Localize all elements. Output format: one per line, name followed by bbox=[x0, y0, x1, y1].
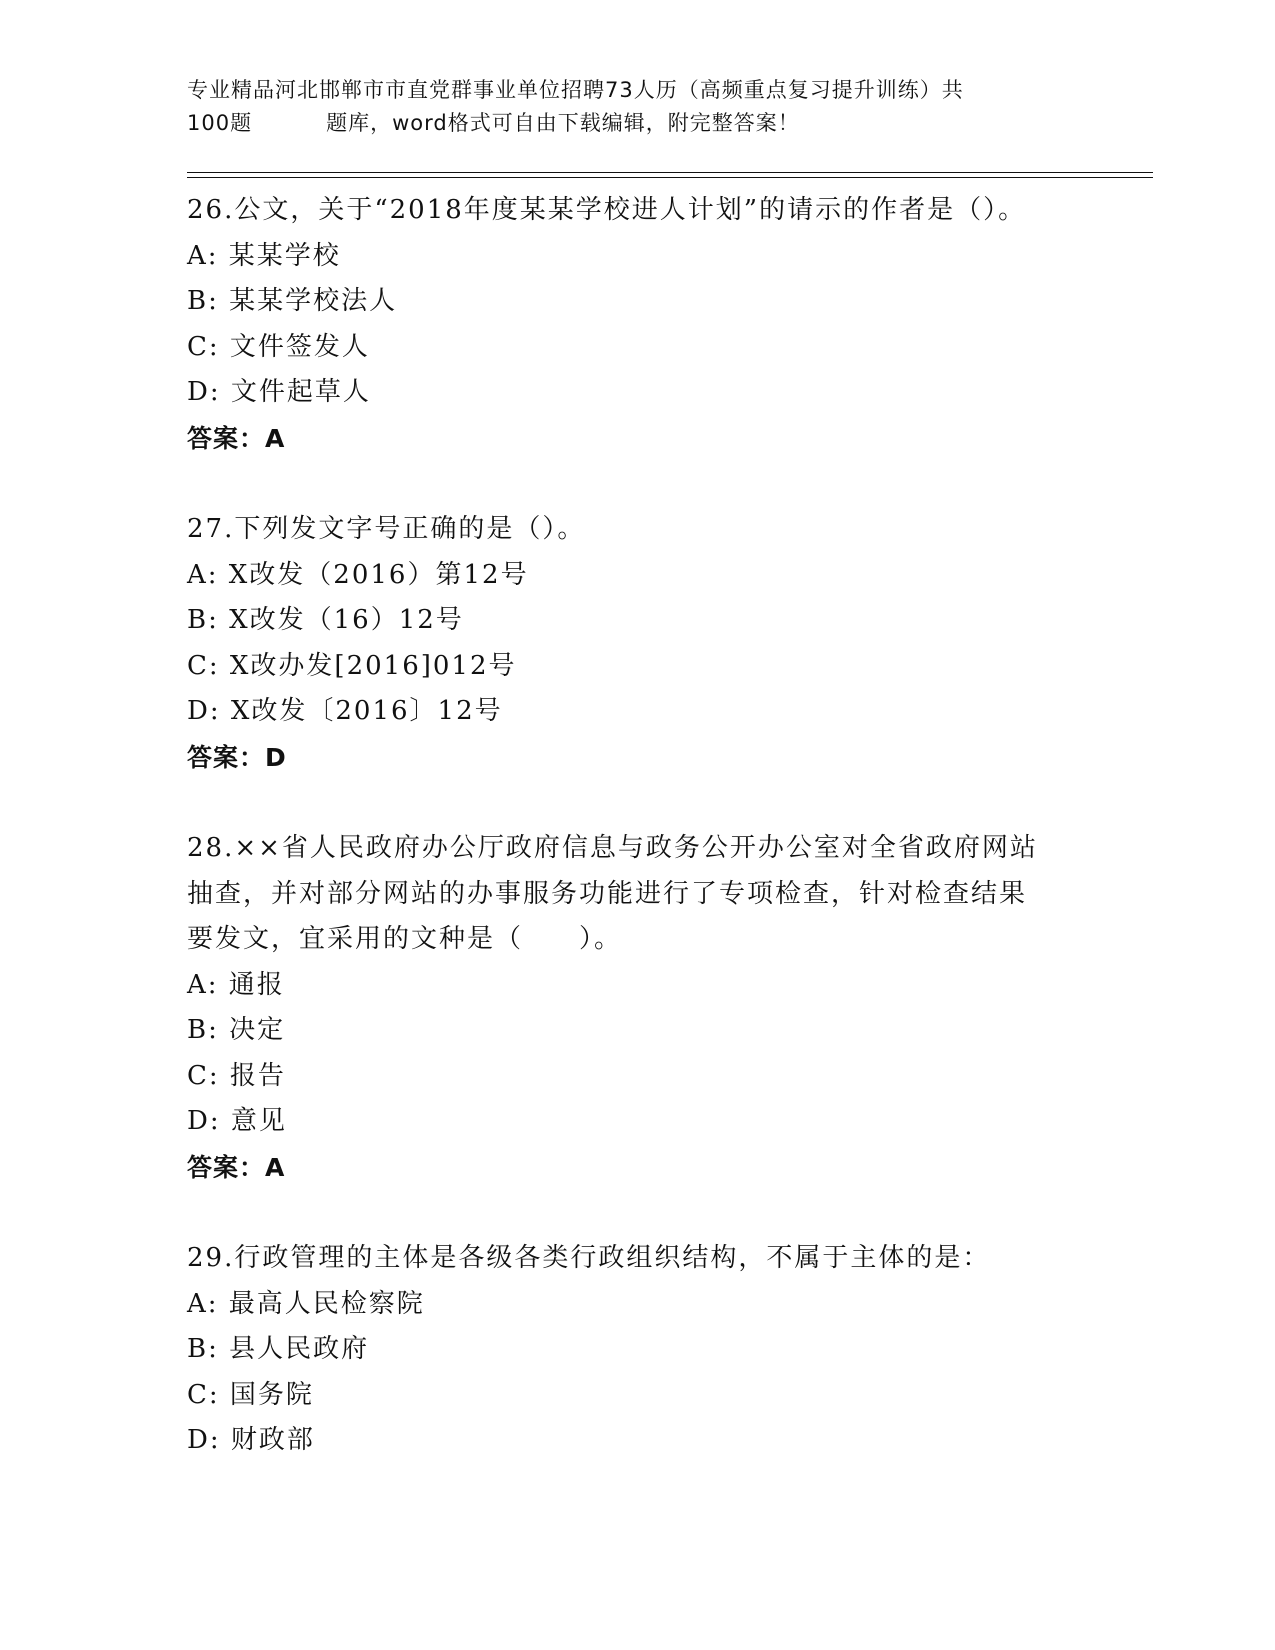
option-b: B: 决定 bbox=[187, 1015, 286, 1045]
option-b: B: 某某学校法人 bbox=[187, 286, 398, 316]
option-c: C: 国务院 bbox=[187, 1379, 314, 1410]
option-c: C: 报告 bbox=[187, 1060, 286, 1091]
option-a: A: 最高人民检察院 bbox=[187, 1288, 425, 1319]
header-rule-bottom bbox=[187, 177, 1153, 178]
option-c: C: X改办发[2016]012号 bbox=[187, 650, 517, 681]
answer-text: 答案：A bbox=[187, 1152, 286, 1182]
header-rule-top bbox=[187, 172, 1153, 173]
question-stem: 29.行政管理的主体是各级各类行政组织结构，不属于主体的是： bbox=[187, 1243, 991, 1273]
question-stem: 26.公文，关于“2018年度某某学校进人计划”的请示的作者是（）。 bbox=[187, 195, 1027, 225]
header-line-2-text: 题库，word格式可自由下载编辑，附完整答案！ bbox=[326, 111, 800, 135]
header-line-2-count: 100题 bbox=[187, 111, 253, 135]
question-29 bbox=[187, 1236, 1153, 1464]
option-d: D: 财政部 bbox=[187, 1425, 315, 1455]
question-stem: 27.下列发文字号正确的是（）。 bbox=[187, 514, 586, 544]
option-d: D: 意见 bbox=[187, 1106, 287, 1136]
option-a: A: X改发（2016）第12号 bbox=[187, 559, 529, 590]
option-c: C: 文件签发人 bbox=[187, 331, 370, 362]
question-26 bbox=[187, 188, 1153, 461]
header-line-2 bbox=[187, 107, 1087, 140]
option-d: D: X改发〔2016〕12号 bbox=[187, 696, 503, 726]
option-a: A: 某某学校 bbox=[187, 240, 341, 271]
question-27 bbox=[187, 507, 1153, 780]
question-list bbox=[187, 188, 1153, 1510]
answer-text: 答案：A bbox=[187, 423, 286, 453]
question-stem-line-3: 要发文，宜采用的文种是（ ）。 bbox=[187, 924, 623, 954]
option-b: B: 县人民政府 bbox=[187, 1334, 370, 1364]
question-28 bbox=[187, 826, 1153, 1190]
answer-text: 答案：D bbox=[187, 742, 287, 772]
question-stem-line-1: 28.××省人民政府办公厅政府信息与政务公开办公室对全省政府网站 bbox=[187, 833, 1038, 863]
header-line-1: 专业精品河北邯郸市市直党群事业单位招聘73人历（高频重点复习提升训练）共 bbox=[187, 78, 964, 102]
option-a: A: 通报 bbox=[187, 969, 285, 1000]
document-header bbox=[187, 74, 1087, 140]
option-b: B: X改发（16）12号 bbox=[187, 605, 464, 635]
option-d: D: 文件起草人 bbox=[187, 377, 371, 407]
question-stem-line-2: 抽查，并对部分网站的办事服务功能进行了专项检查，针对检查结果 bbox=[187, 878, 1028, 909]
